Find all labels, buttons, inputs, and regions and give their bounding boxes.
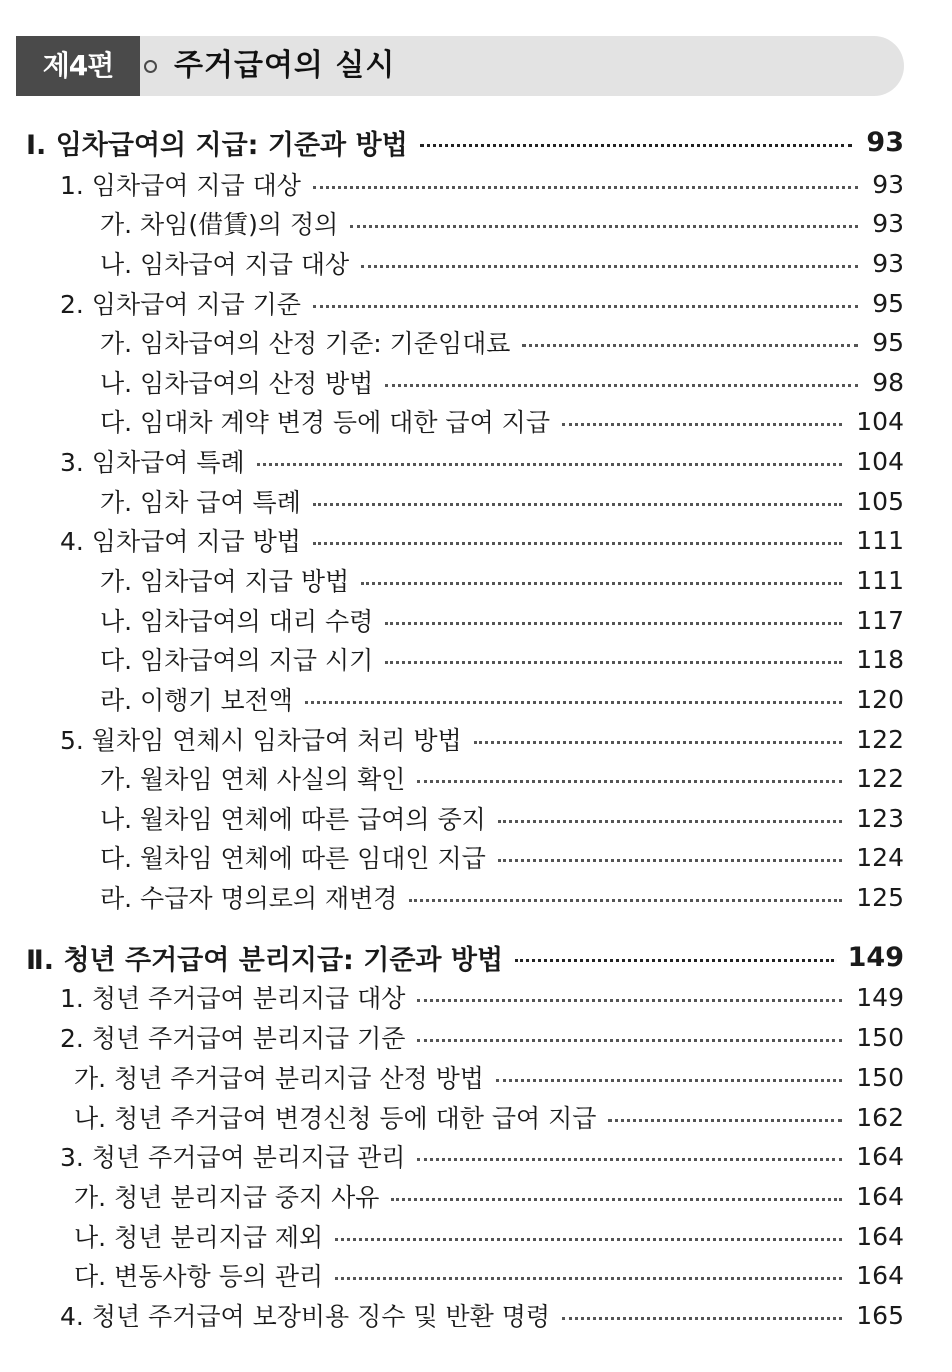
toc-page-number: 164: [856, 1181, 904, 1211]
toc-label: 다. 월차임 연체에 따른 임대인 지급: [100, 844, 486, 873]
toc-subitem[interactable]: [74, 1099, 904, 1135]
toc-label: 2. 청년 주거급여 분리지급 기준: [60, 1024, 406, 1053]
toc-subitem[interactable]: [100, 324, 904, 360]
toc-label: 5. 월차임 연체시 임차급여 처리 방법: [60, 726, 462, 755]
dot-leader: [515, 959, 834, 962]
toc-page-number: 122: [856, 724, 904, 754]
dot-leader: [417, 780, 842, 783]
toc-label: 2. 임차급여 지급 기준: [60, 290, 301, 319]
toc-page-number: 122: [856, 763, 904, 793]
dot-leader: [417, 999, 842, 1002]
dot-leader: [335, 1277, 842, 1280]
toc-page-number: 104: [856, 406, 904, 436]
dot-leader: [608, 1119, 842, 1122]
toc-page-number: 149: [847, 941, 904, 973]
toc-page-number: 93: [872, 208, 904, 238]
toc-subitem[interactable]: [100, 879, 904, 915]
toc-page-number: 124: [856, 842, 904, 872]
toc-subitem[interactable]: [100, 641, 904, 677]
toc-subitem[interactable]: [74, 1257, 904, 1293]
toc-subitem[interactable]: [100, 483, 904, 519]
toc-page-number: 117: [856, 605, 904, 635]
toc-label: 가. 임차급여의 산정 기준: 기준임대료: [100, 329, 511, 358]
toc-page-number: 93: [872, 169, 904, 199]
dot-leader: [305, 701, 842, 704]
toc-label: Ⅱ. 청년 주거급여 분리지급: 기준과 방법: [26, 944, 504, 976]
toc-section[interactable]: [26, 124, 904, 160]
toc-label: 가. 임차급여 지급 방법: [100, 567, 350, 596]
toc-page-number: 164: [856, 1260, 904, 1290]
dot-leader: [385, 384, 858, 387]
toc-page-number: 93: [872, 248, 904, 278]
toc-label: 1. 임차급여 지급 대상: [60, 171, 301, 200]
toc-page-number: 95: [872, 288, 904, 318]
toc-label: 가. 청년 분리지급 중지 사유: [74, 1183, 380, 1212]
dot-leader: [417, 1158, 842, 1161]
dot-leader: [313, 186, 858, 189]
toc-label: 가. 월차임 연체 사실의 확인: [100, 765, 406, 794]
toc-item[interactable]: [60, 721, 904, 757]
dot-leader: [420, 144, 853, 147]
dot-leader: [417, 1039, 842, 1042]
toc-label: 4. 청년 주거급여 보장비용 징수 및 반환 명령: [60, 1302, 551, 1331]
toc-page-number: 98: [872, 367, 904, 397]
toc-subitem[interactable]: [100, 562, 904, 598]
dot-leader: [385, 661, 842, 664]
dot-leader: [335, 1238, 842, 1241]
toc-page-number: 93: [866, 126, 904, 158]
toc-label: 나. 임차급여 지급 대상: [100, 250, 350, 279]
toc-item[interactable]: [60, 979, 904, 1015]
toc-subitem[interactable]: [100, 839, 904, 875]
toc-subitem[interactable]: [74, 1178, 904, 1214]
toc-label: 나. 청년 주거급여 변경신청 등에 대한 급여 지급: [74, 1104, 597, 1133]
toc-page-number: 165: [856, 1300, 904, 1330]
dot-leader: [522, 344, 858, 347]
toc-label: 다. 임차급여의 지급 시기: [100, 646, 374, 675]
toc-subitem[interactable]: [100, 364, 904, 400]
toc-label: 나. 월차임 연체에 따른 급여의 중지: [100, 805, 486, 834]
toc-item[interactable]: [60, 522, 904, 558]
toc-label: Ⅰ. 임차급여의 지급: 기준과 방법: [26, 129, 408, 161]
dot-leader: [498, 859, 842, 862]
toc-subitem[interactable]: [100, 602, 904, 638]
toc-subitem[interactable]: [100, 681, 904, 717]
dot-leader: [496, 1079, 842, 1082]
toc-item[interactable]: [60, 1297, 904, 1333]
dot-leader: [385, 622, 842, 625]
toc-label: 다. 임대차 계약 변경 등에 대한 급여 지급: [100, 408, 550, 437]
dot-leader: [562, 423, 842, 426]
toc-page-number: 123: [856, 803, 904, 833]
toc-page-number: 111: [856, 525, 904, 555]
toc-page-number: 164: [856, 1141, 904, 1171]
toc-label: 다. 변동사항 등의 관리: [74, 1262, 324, 1291]
toc-label: 3. 임차급여 특례: [60, 448, 245, 477]
part-label: 제4편: [16, 36, 140, 96]
toc-label: 나. 청년 분리지급 제외: [74, 1223, 324, 1252]
dot-leader: [474, 741, 843, 744]
part-title: 주거급여의 실시: [174, 48, 396, 83]
toc-page-number: 95: [872, 327, 904, 357]
dot-leader: [409, 899, 842, 902]
toc-item[interactable]: [60, 166, 904, 202]
toc-label: 가. 임차 급여 특례: [100, 488, 301, 517]
toc-page-number: 105: [856, 486, 904, 516]
dot-leader: [361, 265, 858, 268]
toc-subitem[interactable]: [74, 1218, 904, 1254]
toc-label: 가. 차임(借賃)의 정의: [100, 210, 339, 239]
toc-page-number: 120: [856, 684, 904, 714]
dot-leader: [313, 305, 858, 308]
toc-subitem[interactable]: [100, 205, 904, 241]
toc-label: 라. 이행기 보전액: [100, 686, 293, 715]
dot-leader: [257, 463, 843, 466]
toc-subitem[interactable]: [100, 800, 904, 836]
toc-label: 3. 청년 주거급여 분리지급 관리: [60, 1143, 406, 1172]
toc-label: 라. 수급자 명의로의 재변경: [100, 884, 398, 913]
toc-page-number: 118: [856, 644, 904, 674]
toc-page-number: 104: [856, 446, 904, 476]
toc-page-number: 164: [856, 1221, 904, 1251]
toc-item[interactable]: [60, 443, 904, 479]
toc-subitem[interactable]: [74, 1059, 904, 1095]
dot-leader: [361, 582, 842, 585]
toc-label: 가. 청년 주거급여 분리지급 산정 방법: [74, 1064, 484, 1093]
toc-subitem[interactable]: [100, 403, 904, 439]
toc-section[interactable]: [26, 939, 904, 975]
dot-leader: [498, 820, 842, 823]
toc-label: 나. 임차급여의 산정 방법: [100, 369, 374, 398]
toc-page-number: 111: [856, 565, 904, 595]
toc-page-number: 150: [856, 1062, 904, 1092]
toc-subitem[interactable]: [100, 245, 904, 281]
dot-leader: [391, 1198, 842, 1201]
toc-label: 나. 임차급여의 대리 수령: [100, 607, 374, 636]
toc-page-number: 149: [856, 982, 904, 1012]
toc-item[interactable]: [60, 1019, 904, 1055]
toc-item[interactable]: [60, 285, 904, 321]
dot-leader: [350, 225, 858, 228]
dot-leader: [562, 1317, 842, 1320]
toc-label: 4. 임차급여 지급 방법: [60, 527, 301, 556]
toc-item[interactable]: [60, 1138, 904, 1174]
toc-label: 1. 청년 주거급여 분리지급 대상: [60, 984, 406, 1013]
toc-page-number: 125: [856, 882, 904, 912]
toc-page-number: 150: [856, 1022, 904, 1052]
toc-subitem[interactable]: [100, 760, 904, 796]
dot-leader: [313, 503, 842, 506]
dot-leader: [313, 542, 842, 545]
toc-page-number: 162: [856, 1102, 904, 1132]
